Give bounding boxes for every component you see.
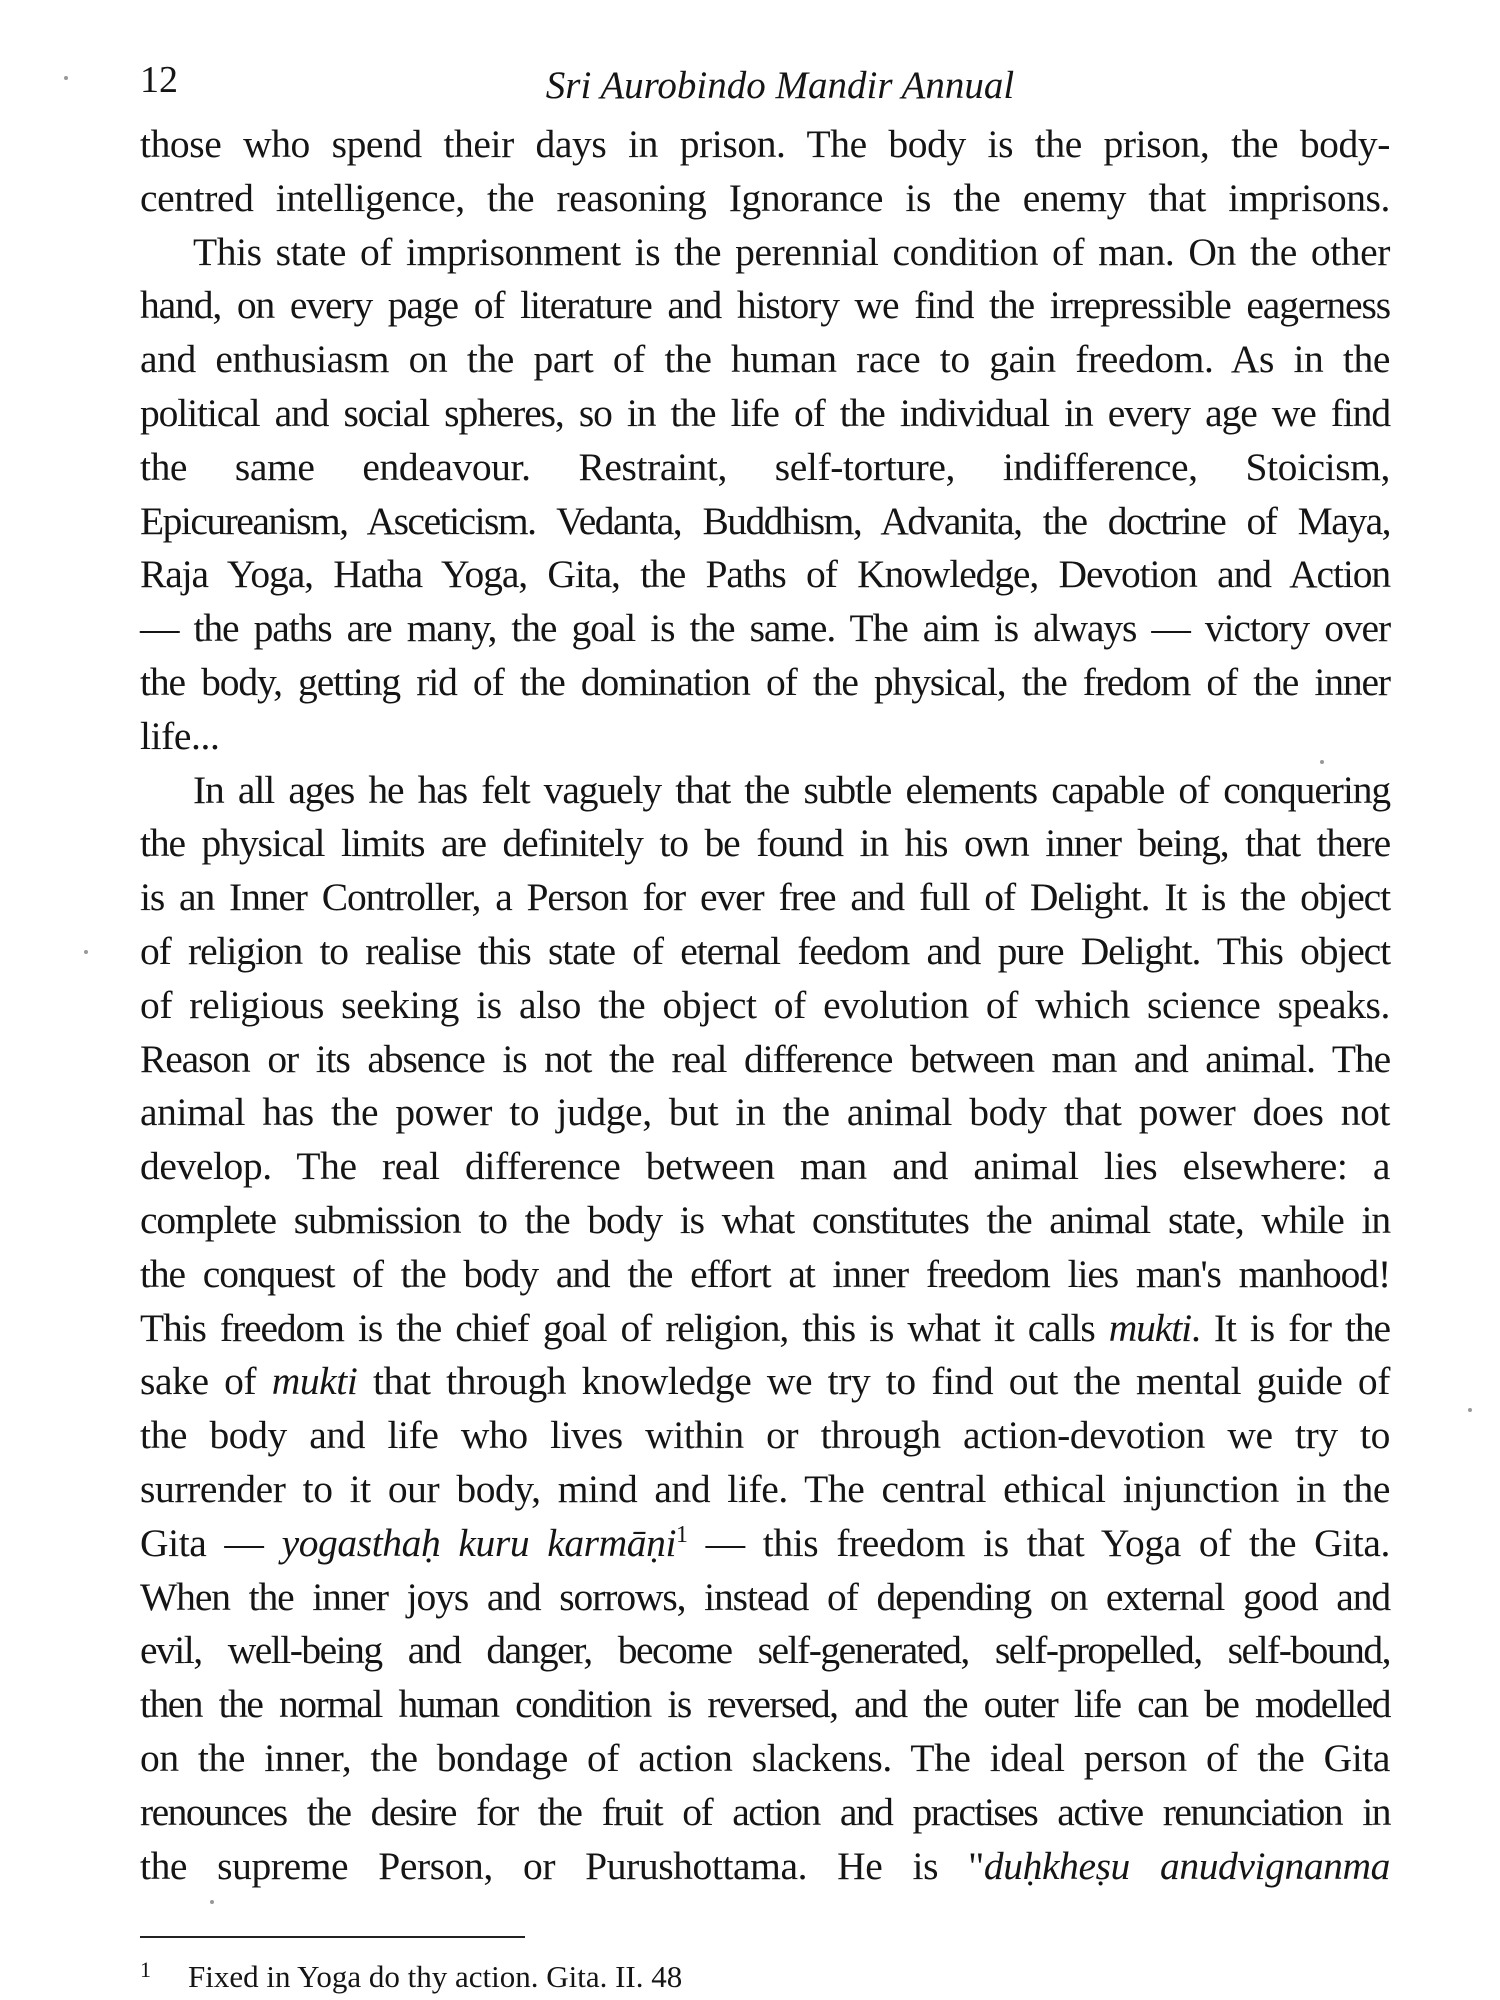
scan-speck xyxy=(210,1900,214,1904)
footnote-text: Fixed in Yoga do thy action. Gita. II. 48 xyxy=(188,1959,683,1994)
scan-speck xyxy=(1320,760,1324,764)
text-run: This freedom is the chief goal of religion, this is what it calls xyxy=(140,1305,1109,1350)
text-run: . It is for the xyxy=(1190,1305,1390,1350)
text-run: sake of xyxy=(140,1359,272,1404)
text-line: the conquest of the body and the effort at inner freedom lies man's manhood! xyxy=(140,1251,1390,1296)
text-line: is an Inner Controller, a Person for ever free and full of Delight. It is the object xyxy=(140,875,1390,920)
text-run: that through knowledge we try to find out the mental guide of xyxy=(357,1359,1390,1404)
footnote-reference: 1 xyxy=(676,1521,688,1548)
text-line: Reason or its absence is not the real difference between man and animal. The xyxy=(140,1036,1390,1081)
paragraph-end-line: life... xyxy=(140,713,220,758)
text-line: on the inner, the bondage of action slackens. The ideal person of the Gita xyxy=(140,1735,1390,1780)
body-text xyxy=(140,118,1390,1893)
italic-term-mukti: mukti xyxy=(1108,1305,1191,1350)
text-line: political and social spheres, so in the life of the individual in every age we find xyxy=(140,390,1390,435)
page-number: 12 xyxy=(140,59,178,101)
running-head: Sri Aurobindo Mandir Annual xyxy=(545,64,1015,107)
text-run: — this freedom is that Yoga of the Gita. xyxy=(687,1520,1390,1565)
paragraph-start-line: This state of imprisonment is the perennial condition of man. On the other xyxy=(193,229,1390,274)
scan-speck xyxy=(64,76,68,80)
footnote-divider xyxy=(140,1936,525,1938)
text-line: animal has the power to judge, but in the animal body that power does not xyxy=(140,1090,1390,1135)
text-line: — the paths are many, the goal is the same. The aim is always — victory over xyxy=(140,606,1390,651)
footnote xyxy=(140,1950,682,1997)
text-line xyxy=(140,1517,1390,1571)
text-line: the body and life who lives within or through action-devotion we try to xyxy=(140,1413,1390,1458)
text-line: the same endeavour. Restraint, self-torture, indifference, Stoicism, xyxy=(140,444,1390,489)
scan-speck xyxy=(84,950,88,954)
text-line: Epicureanism, Asceticism. Vedanta, Buddhism, Advanita, the doctrine of Maya, xyxy=(140,498,1390,543)
text-line: the physical limits are definitely to be found in his own inner being, that there xyxy=(140,821,1390,866)
text-line: those who spend their days in prison. The body is the prison, the body- xyxy=(140,122,1390,166)
footnote-marker: 1 xyxy=(140,1957,151,1982)
text-line: surrender to it our body, mind and life. The central ethical injunction in the xyxy=(140,1466,1390,1511)
scan-speck xyxy=(1468,1408,1472,1412)
text-line: then the normal human condition is reversed, and the outer life can be modelled xyxy=(140,1682,1390,1727)
text-run: Gita — xyxy=(140,1520,282,1565)
text-line: of religion to realise this state of eternal feedom and pure Delight. This object xyxy=(140,928,1390,973)
text-line: and enthusiasm on the part of the human race to gain freedom. As in the xyxy=(140,337,1390,382)
text-line xyxy=(140,1840,1390,1894)
text-line: renounces the desire for the fruit of action and practises active renunciation in xyxy=(140,1789,1390,1834)
text-line xyxy=(140,1355,1390,1409)
italic-sanskrit-phrase: yogasthaḥ kuru karmāṇi xyxy=(281,1520,677,1565)
text-line: the body, getting rid of the domination of the physical, the fredom of the inner xyxy=(140,659,1390,704)
italic-term-mukti: mukti xyxy=(271,1359,358,1404)
text-line: centred intelligence, the reasoning Ignorance is the enemy that imprisons. xyxy=(140,175,1390,220)
text-line: evil, well-being and danger, become self-generated, self-propelled, self-bound, xyxy=(140,1628,1390,1673)
italic-sanskrit-phrase: duḥkheṣu anudvignanma xyxy=(983,1843,1390,1888)
text-line: When the inner joys and sorrows, instead of depending on external good and xyxy=(140,1574,1390,1619)
text-line: develop. The real difference between man and animal lies elsewhere: a xyxy=(140,1144,1390,1189)
text-line: of religious seeking is also the object of evolution of which science speaks. xyxy=(140,982,1390,1027)
text-line: complete submission to the body is what constitutes the animal state, while in xyxy=(140,1197,1390,1242)
paragraph-start-line: In all ages he has felt vaguely that the subtle elements capable of conquering xyxy=(193,767,1390,812)
text-line: Raja Yoga, Hatha Yoga, Gita, the Paths of Knowledge, Devotion and Action xyxy=(140,552,1390,597)
text-run: the supreme Person, or Purushottama. He is " xyxy=(140,1843,984,1888)
text-line xyxy=(140,1302,1390,1356)
text-line: hand, on every page of literature and history we find the irrepressible eagerness xyxy=(140,283,1390,328)
